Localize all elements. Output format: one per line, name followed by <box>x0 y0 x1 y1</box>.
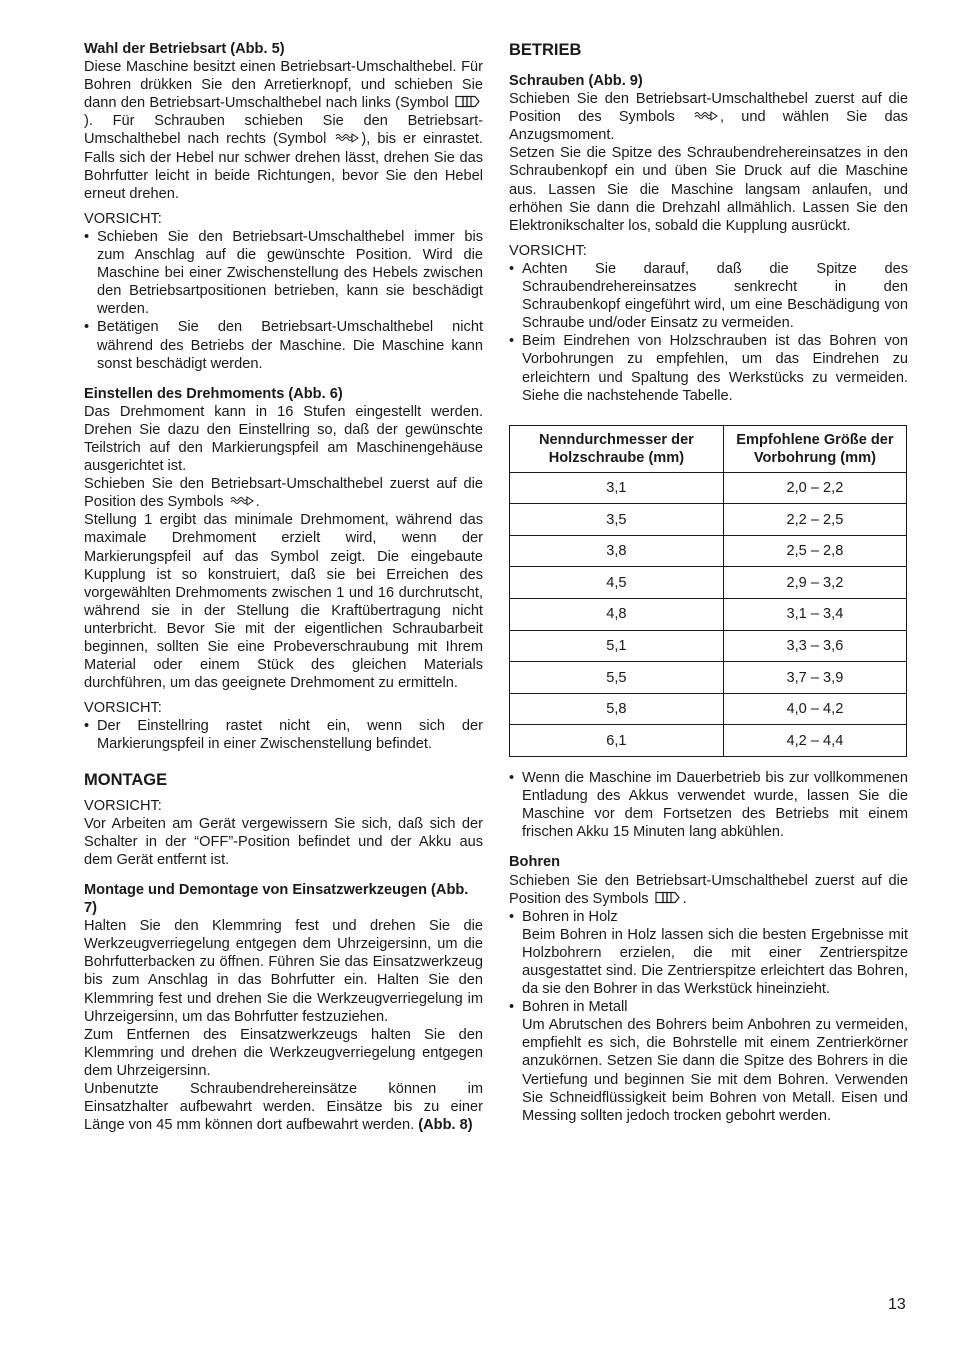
paragraph: Halten Sie den Klemmring fest und drehen Sie die Werkzeugverriegelung entgegen dem Uhrzeigersinn, um die Bohrfutterbacken zu öffnen. Führen Sie das Einsatzwerkzeug bis zum Anschlag in das Bohrfutter ein. Halten Sie den Klemmring fest und drehen Sie die Werkzeugverriegelung im Uhrzeigersinn, um das Bohrfutter festzuziehen. <box>84 918 483 1025</box>
table-cell: 2,2 – 2,5 <box>723 504 906 536</box>
screw-mode-icon <box>694 110 718 122</box>
table-row <box>510 535 907 567</box>
text-segment: Diese Maschine besitzt einen Betriebsart-Umschalthebel. Für Bohren drükken Sie den Arretierknopf, und schieben Sie dann den Betriebsart-Umschalthebel nach links (Symbol <box>84 59 483 112</box>
list-item-text: Um Abrutschen des Bohrers beim Anbohren zu vermeiden, empfiehlt es sich, die Bohrstelle mit einem Zentrierkörner anzukörnen. Setzen Sie dann die Spitze des Bohrers in die Vertiefung und beginnen Sie mit dem Bohren. Verwenden Sie Schneidflüssigkeit beim Bohren von Metall. Eisen und Messing sollten jedoch trocken gebohrt werden. <box>522 1017 908 1124</box>
paragraph <box>509 872 908 908</box>
page-number: 13 <box>888 1296 906 1313</box>
table-row <box>510 504 907 536</box>
drill-mode-icon <box>655 891 681 904</box>
paragraph: Setzen Sie die Spitze des Schraubendrehereinsatzes in den Schraubenkopf ein und üben Sie Druck auf die Maschine aus. Lassen Sie die Maschine langsam anlaufen, und erhöhen Sie dann die Drehzahl allmählich. Lassen Sie den Elektronikschalter los, sobald die Kupplung ausrückt. <box>509 145 908 234</box>
paragraph: Vor Arbeiten am Gerät vergewissern Sie sich, daß sich der Schalter in der “OFF”-Position befindet und der Akku aus dem Gerät entfernt ist. <box>84 815 483 868</box>
table-cell: 5,5 <box>510 662 724 694</box>
table-header-row <box>510 425 907 472</box>
table-cell: 3,7 – 3,9 <box>723 662 906 694</box>
section-title-betriebsart: Wahl der Betriebsart (Abb. 5) <box>84 41 285 57</box>
list-item: • Betätigen Sie den Betriebsart-Umschalthebel nicht während des Betriebs der Maschine. Die Maschine kann sonst beschädigt werden. <box>84 318 483 372</box>
text-segment: , und wählen Sie das Anzugsmoment. <box>509 109 908 144</box>
table-cell: 4,0 – 4,2 <box>723 693 906 725</box>
list-item: • Wenn die Maschine im Dauerbetrieb bis zur vollkommenen Entladung des Akkus verwendet wurde, lassen Sie die Maschine vor dem Fortsetzen des Betriebs mit einem frischen Akku 15 Minuten lang abkühlen. <box>509 769 908 841</box>
table-cell: 2,5 – 2,8 <box>723 535 906 567</box>
table-cell: 3,8 <box>510 535 724 567</box>
left-column <box>84 40 483 1134</box>
text-segment: Schieben Sie den Betriebsart-Umschalthebel zuerst auf die Position des Symbols <box>84 476 483 511</box>
list-item: • Schieben Sie den Betriebsart-Umschalthebel immer bis zum Anschlag auf die gewünschte Position. Wird die Maschine bei einer Zwischenstellung des Hebels zwischen den Betriebsartpositionen betrieben, kann sie beschädigt werden. <box>84 228 483 318</box>
table-cell: 5,8 <box>510 693 724 725</box>
table-header-screw-diameter: Nenndurchmesser der Holzschraube (mm) <box>510 425 724 472</box>
list-item-title: • Bohren in Holz <box>522 908 618 925</box>
section-title-betrieb: BETRIEB <box>509 41 582 59</box>
paragraph <box>84 1080 483 1134</box>
section-title-montage: MONTAGE <box>84 770 168 789</box>
paragraph: Stellung 1 ergibt das minimale Drehmoment, während das maximale Drehmoment erzielt wird, wenn der Markierungspfeil auf das Symbol zeigt. Die eingebaute Kupplung ist so konstruiert, daß sie bei Erreichen des vorgewählten Drehmoments zwischen 1 und 16 durchrutscht, während sie in der Stellung die Kraftübertragung nicht unterbricht. Bevor Sie mit der eigentlichen Schraubarbeit beginnen, sollten Sie eine Probeverschraubung mit Ihrem Material oder einem Stück des gleichen Materials durchführen, um das geeignete Drehmoment zu ermitteln. <box>84 512 483 692</box>
table-cell: 3,3 – 3,6 <box>723 630 906 662</box>
list-item-text: Beim Bohren in Holz lassen sich die besten Ergebnisse mit Holzbohrern erzielen, die mit einer Zentrierspitze ausgestattet sind. Die Zentrierspitze erleichtert das Bohren, da sie den Bohrer in das Werkstück hineinzieht. <box>522 926 908 998</box>
text-segment: . <box>255 494 260 511</box>
text-segment: Unbenutzte Schraubendrehereinsätze können im Einsatzhalter aufbewahrt werden. Einsätze bis zu einer Länge von 45 mm können dort aufbewahrt werden. <box>84 1080 483 1134</box>
list-item: • Achten Sie darauf, daß die Spitze des Schraubendrehereinsatzes senkrecht in den Schraubenkopf eingeführt wird, um eine Beschädigung von Schraube und/oder Einsatz zu vermeiden. <box>509 260 908 332</box>
caution-label: VORSICHT: <box>84 797 162 814</box>
drill-mode-icon <box>455 95 481 108</box>
table-cell: 4,8 <box>510 599 724 631</box>
section-title-drehmoment: Einstellen des Drehmoments (Abb. 6) <box>84 385 343 402</box>
paragraph <box>84 475 483 511</box>
list-item: • Beim Eindrehen von Holzschrauben ist das Bohren von Vorbohrungen zu empfehlen, um das Eindrehen zu erleichtern und Spaltung des Werkstücks zu vermeiden. Siehe die nachstehende Tabelle. <box>509 332 908 404</box>
text-segment: Schieben Sie den Betriebsart-Umschalthebel zuerst auf die Position des Symbols <box>509 91 908 126</box>
paragraph <box>509 90 908 144</box>
screw-mode-icon <box>335 132 359 144</box>
table-cell: 6,1 <box>510 725 724 757</box>
table-row <box>510 599 907 631</box>
table-row <box>510 662 907 694</box>
list-item <box>509 908 908 998</box>
list-item-title: • Bohren in Metall <box>522 999 628 1016</box>
table-cell: 3,5 <box>510 504 724 536</box>
text-segment: . <box>682 890 687 907</box>
paragraph: Zum Entfernen des Einsatzwerkzeugs halten Sie den Klemmring und drehen die Werkzeugverriegelung entgegen dem Uhrzeigersinn. <box>84 1026 483 1079</box>
table-cell: 3,1 – 3,4 <box>723 599 906 631</box>
section-title-schrauben: Schrauben (Abb. 9) <box>509 73 643 89</box>
table-cell: 5,1 <box>510 630 724 662</box>
table-cell: 2,0 – 2,2 <box>723 472 906 504</box>
paragraph: Das Drehmoment kann in 16 Stufen eingestellt werden. Drehen Sie dazu den Einstellring so, daß der gewünschte Teilstrich auf den Markierungspfeil am Maschinengehäuse ausgerichtet ist. <box>84 403 483 475</box>
caution-list <box>84 717 483 753</box>
table-header-pilot-hole: Empfohlene Größe der Vorbohrung (mm) <box>723 425 906 472</box>
drilling-list <box>509 908 908 1125</box>
table-cell: 3,1 <box>510 472 724 504</box>
section-title-bohren: Bohren <box>509 854 561 871</box>
pilot-hole-table <box>509 425 907 757</box>
table-row <box>510 472 907 504</box>
text-segment: Schieben Sie den Betriebsart-Umschalthebel zuerst auf die Position des Symbols <box>509 872 908 907</box>
right-column <box>509 40 908 1125</box>
table-row <box>510 693 907 725</box>
paragraph-betriebsart <box>84 58 483 203</box>
list-item <box>509 998 908 1125</box>
section-title-einsatzwerkzeuge: Montage und Demontage von Einsatzwerkzeugen (Abb. 7) <box>84 881 469 917</box>
table-row <box>510 725 907 757</box>
caution-label: VORSICHT: <box>84 700 162 717</box>
table-cell: 2,9 – 3,2 <box>723 567 906 599</box>
table-row <box>510 630 907 662</box>
caution-list <box>84 228 483 373</box>
screw-mode-icon <box>230 495 254 507</box>
caution-label: VORSICHT: <box>84 210 162 227</box>
caution-label: VORSICHT: <box>509 242 587 259</box>
caution-list <box>509 260 908 405</box>
table-cell: 4,5 <box>510 567 724 599</box>
text-segment: ). Für Schrauben schieben Sie den Betriebsart-Umschalthebel nach rechts (Symbol <box>84 113 483 148</box>
text-segment: ), bis er einrastet. Falls sich der Hebel nur schwer drehen lässt, drehen Sie das Bohrfutter leicht in beide Richtungen, bevor Sie den Hebel erneut drehen. <box>84 131 483 202</box>
figure-reference: (Abb. 8) <box>418 1117 473 1134</box>
table-cell: 4,2 – 4,4 <box>723 725 906 757</box>
list-item: • Der Einstellring rastet nicht ein, wenn sich der Markierungspfeil in einer Zwischenstellung befindet. <box>84 717 483 753</box>
note-list <box>509 769 908 841</box>
table-row <box>510 567 907 599</box>
